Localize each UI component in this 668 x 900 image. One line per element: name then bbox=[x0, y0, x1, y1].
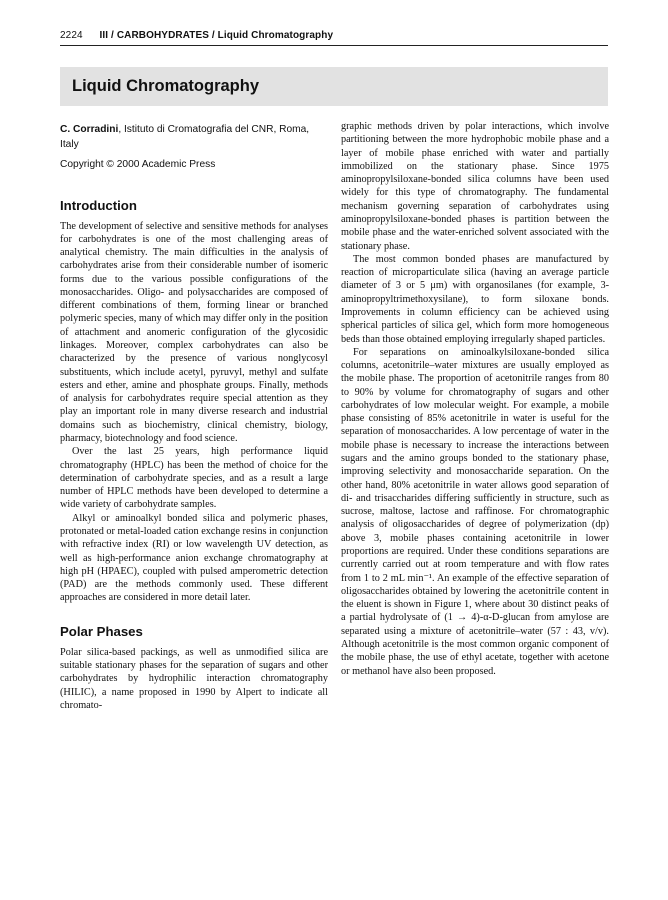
running-head bbox=[60, 30, 608, 41]
polar-paragraph-1: Polar silica-based packings, as well as unmodified silica are suitable stationary phases for the separation of sugars and other carbohydrates by hydrophilic interaction chromatography (HILIC), a name proposed in 1990 by Alpert to indicate all chromato- bbox=[60, 646, 328, 711]
right-column bbox=[341, 120, 609, 678]
copyright-notice: Copyright © 2000 Academic Press bbox=[60, 159, 216, 170]
right-paragraph-1: graphic methods driven by polar interactions, which involve partitioning between the more hydrophobic mobile phase and a layer of mobile phase enriched with water and partially immobilized on the stationary phase. Since 1975 aminopropylsiloxane-bonded silica columns have been used widely for this type of chromatography. The fundamental mechanism governing separation of carbohydrates using aminopropylsiloxane-bonded phases is partition between the mobile phase and the water-enriched solvent associated with the stationary phase. bbox=[341, 121, 609, 252]
intro-paragraph-3: Alkyl or aminoalkyl bonded silica and polymeric phases, protonated or metal-loaded cation exchange resins in conjunction with refractive index (RI) or low wavelength UV detection, as well as high-performance anion exchange chromatography at high pH (HPAEC), coupled with pulsed amperometric detection (PAD) are the methods commonly used. These different approaches are considered in more detail later. bbox=[60, 512, 328, 604]
introduction-heading: Introduction bbox=[60, 197, 137, 213]
intro-paragraph-2: Over the last 25 years, high performance liquid chromatography (HPLC) has been the method of choice for the determination of carbohydrate species, and as a result a large number of HPLC methods have been developed to determine a wide variety of carbohydrate samples. bbox=[60, 446, 328, 511]
author-name: C. Corradini bbox=[60, 124, 119, 135]
page-number: 2224 bbox=[60, 30, 83, 41]
right-paragraph-2: The most common bonded phases are manufactured by reaction of microparticulate silica (having an average particle diameter of 3 or 5 μm) with organosilanes (for example, 3-aminopropyltrimethoxysilane), to form siloxane bonds. Improvements in column efficiency can be achieved using spherical particles of silica gel, which form more homogeneous beds than those obtained employing irregularly shaped particles. bbox=[341, 253, 609, 345]
author-line bbox=[60, 123, 328, 152]
right-paragraph-3: For separations on aminoalkylsiloxane-bonded silica columns, acetonitrile–water mixtures are usually employed as the mobile phase. The proportion of acetonitrile ranges from 80 to 90% by volume for chromatography of sugars and other carbohydrates of low molecular weight. For example, a mobile phase consisting of 85% acetonitrile in water is useful for the separation of monosaccharides. A low percentage of water in the mobile phase is necessary to increase the interactions between sugars and the amino groups bonded to the stationary phase, improving selectivity and monosaccharide separation. On the other hand, 80% acetonitrile in water allows good separation of di- and trisaccharides differing sufficiently in structure, such as sucrose, maltose, lactose and raffinose. For chromatographic analysis of oligosaccharides of degree of polymerization (dp) above 3, mobile phases containing acetonitrile in lower proportions are required. Under these conditions separations are currently carried out at room temperature and with flow rates from 1 to 2 mL min⁻¹. An example of the effective separation of oligosaccharides obtained by lowering the acetonitrile content in the eluent is shown in Figure 1, where about 30 distinct peaks of a partial hydrolysate of (1 → 4)-α-D-glucan from amylose are separated using a mixture of acetonitrile–water (57 : 43, v/v). Although acetonitrile is the most common organic component of the mobile phase, the use of ethyl acetate, together with acetone or methanol have also been proposed. bbox=[341, 346, 609, 677]
author-affiliation: , Istituto di Cromatografia del CNR, Roma, Italy bbox=[60, 124, 310, 150]
polar-phases-heading: Polar Phases bbox=[60, 623, 143, 639]
section-path: III / CARBOHYDRATES / Liquid Chromatography bbox=[99, 30, 334, 41]
article-title: Liquid Chromatography bbox=[60, 67, 608, 106]
left-column bbox=[60, 120, 328, 712]
intro-paragraph-1: The development of selective and sensitive methods for analyses for carbohydrates is one of the most challenging areas of analytical chemistry. The main difficulties in the analysis of carbohydrates arise from their considerable number of isomeric forms due to the various possible configurations of the monosaccharides. Oligo- and polysaccharides are composed of different combinations of them, forming linear or branched polymeric species, many of which may differ only in the position of attachment and anomeric configuration of the glycosidic linkages. Moreover, complex carbohydrates can also be characterized by the presence of various nonglycosyl substituents, which include acetyl, pyruvyl, methyl and sulfate esters and ether, amine and phosphate groups. Finally, methods of analysis for carbohydrates require special attention as they play an important role in many diverse research and industrial domains such as biochemistry, clinical chemistry, biology, pharmacy, biotechnology and food science. bbox=[60, 220, 328, 444]
header-divider bbox=[60, 45, 608, 46]
